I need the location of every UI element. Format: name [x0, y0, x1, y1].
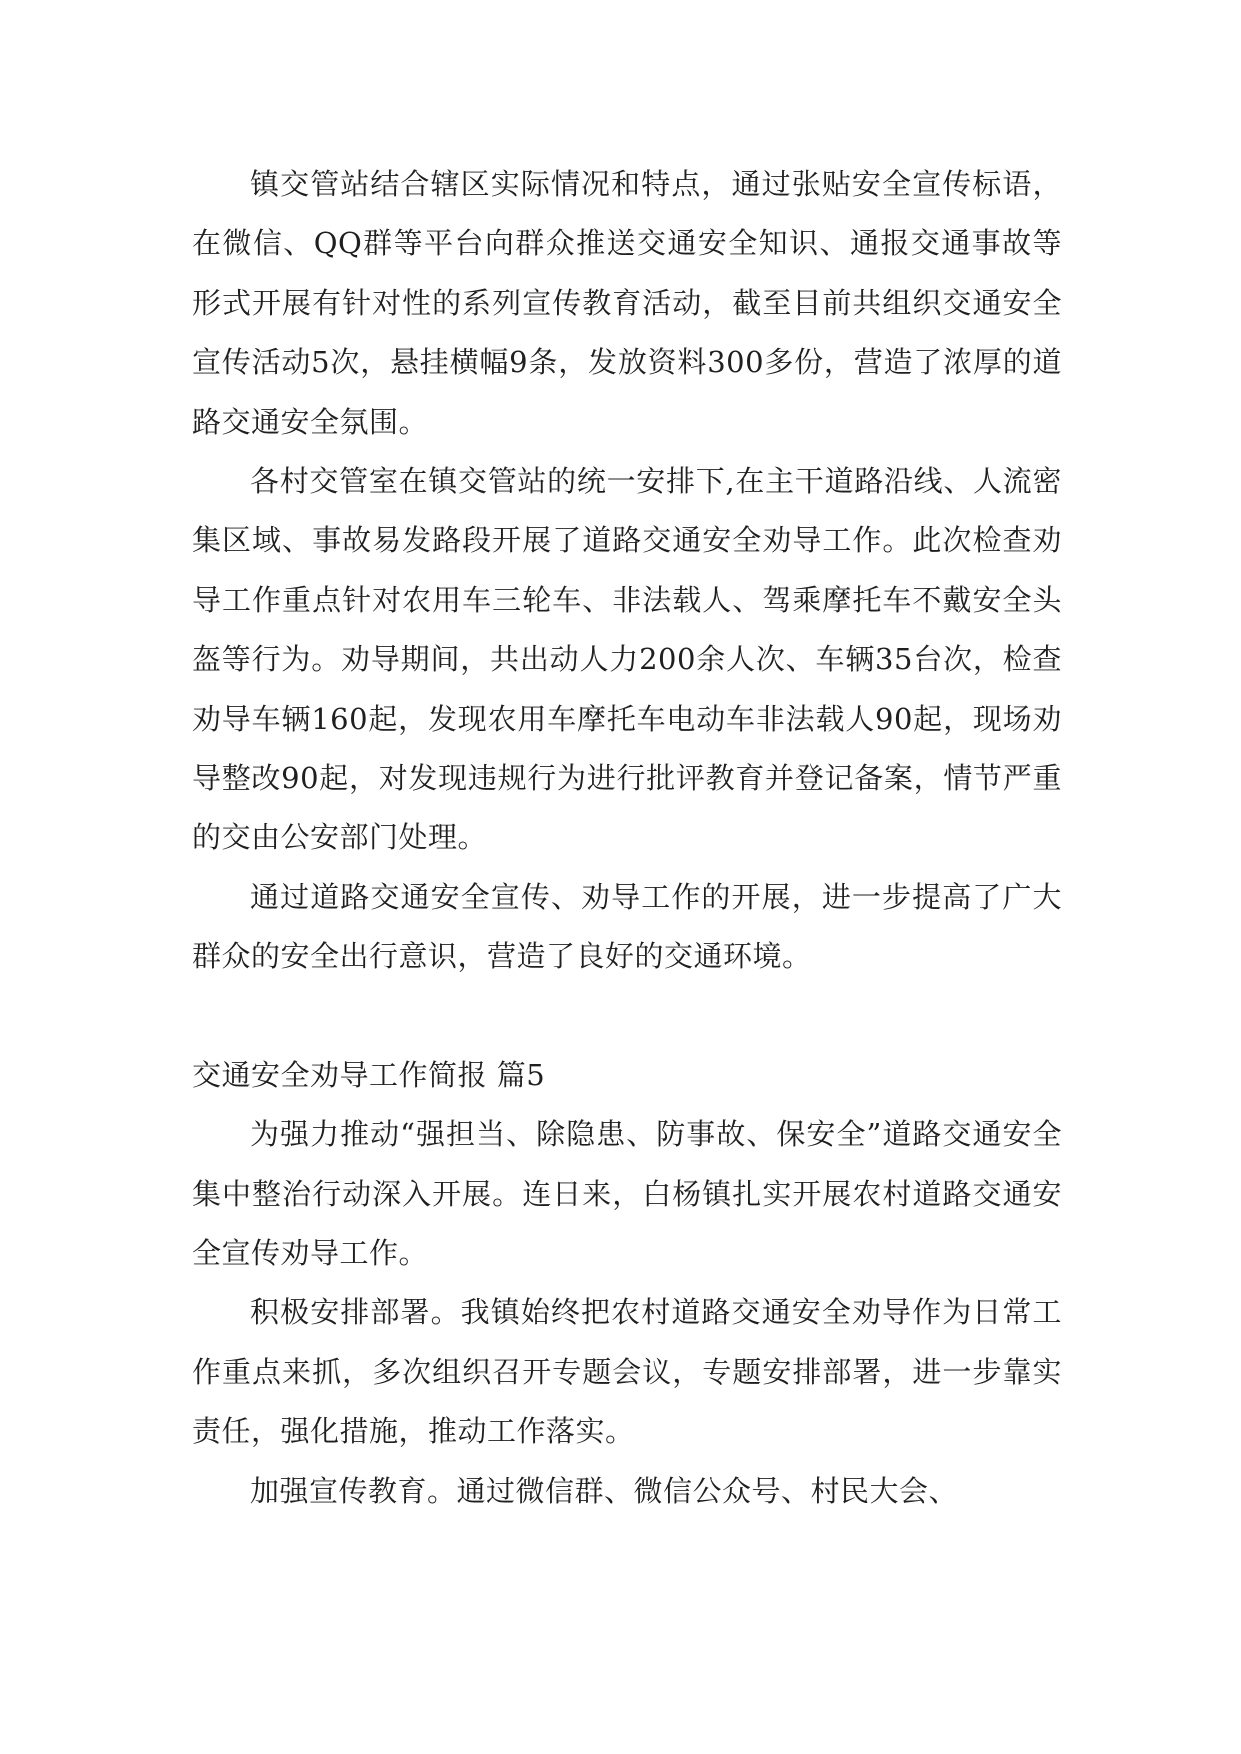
section-heading: 交通安全劝导工作简报 篇5 — [192, 1057, 546, 1092]
paragraph-deployment: 积极安排部署。我镇始终把农村道路交通安全劝导作为日常工作重点来抓，多次组织召开专题会议，专题安排部署，进一步靠实责任，强化措施，推动工作落实。 — [192, 1295, 1062, 1449]
paragraph-education: 加强宣传教育。通过微信群、微信公众号、村民大会、 — [250, 1473, 959, 1508]
paragraph-campaign-intro: 为强力推动“强担当、除隐患、防事故、保安全”道路交通安全集中整治行动深入开展。连日来，白杨镇扎实开展农村道路交通安全宣传劝导工作。 — [192, 1117, 1062, 1270]
document-body — [192, 155, 1062, 1521]
paragraph-summary: 通过道路交通安全宣传、劝导工作的开展，进一步提高了广大群众的安全出行意识，营造了良好的交通环境。 — [192, 879, 1062, 974]
paragraph-village-persuasion: 各村交管室在镇交管站的统一安排下,在主干道路沿线、人流密集区域、事故易发路段开展了道路交通安全劝导工作。此次检查劝导工作重点针对农用车三轮车、非法载人、驾乘摩托车不戴安全头盔等行为。劝导期间，共出动人力200余人次、车辆35台次，检查劝导车辆160起，发现农用车摩托车电动车非法载人90起，现场劝导整改90起，对发现违规行为进行批评教育并登记备案，情节严重的交由公安部门处理。 — [192, 464, 1062, 855]
paragraph-publicity-activities: 镇交管站结合辖区实际情况和特点，通过张贴安全宣传标语，在微信、QQ群等平台向群众推送交通安全知识、通报交通事故等形式开展有针对性的系列宣传教育活动，截至目前共组织交通安全宣传活动5次，悬挂横幅9条，发放资料300多份，营造了浓厚的道路交通安全氛围。 — [192, 167, 1062, 439]
section-spacer — [192, 987, 1062, 1046]
